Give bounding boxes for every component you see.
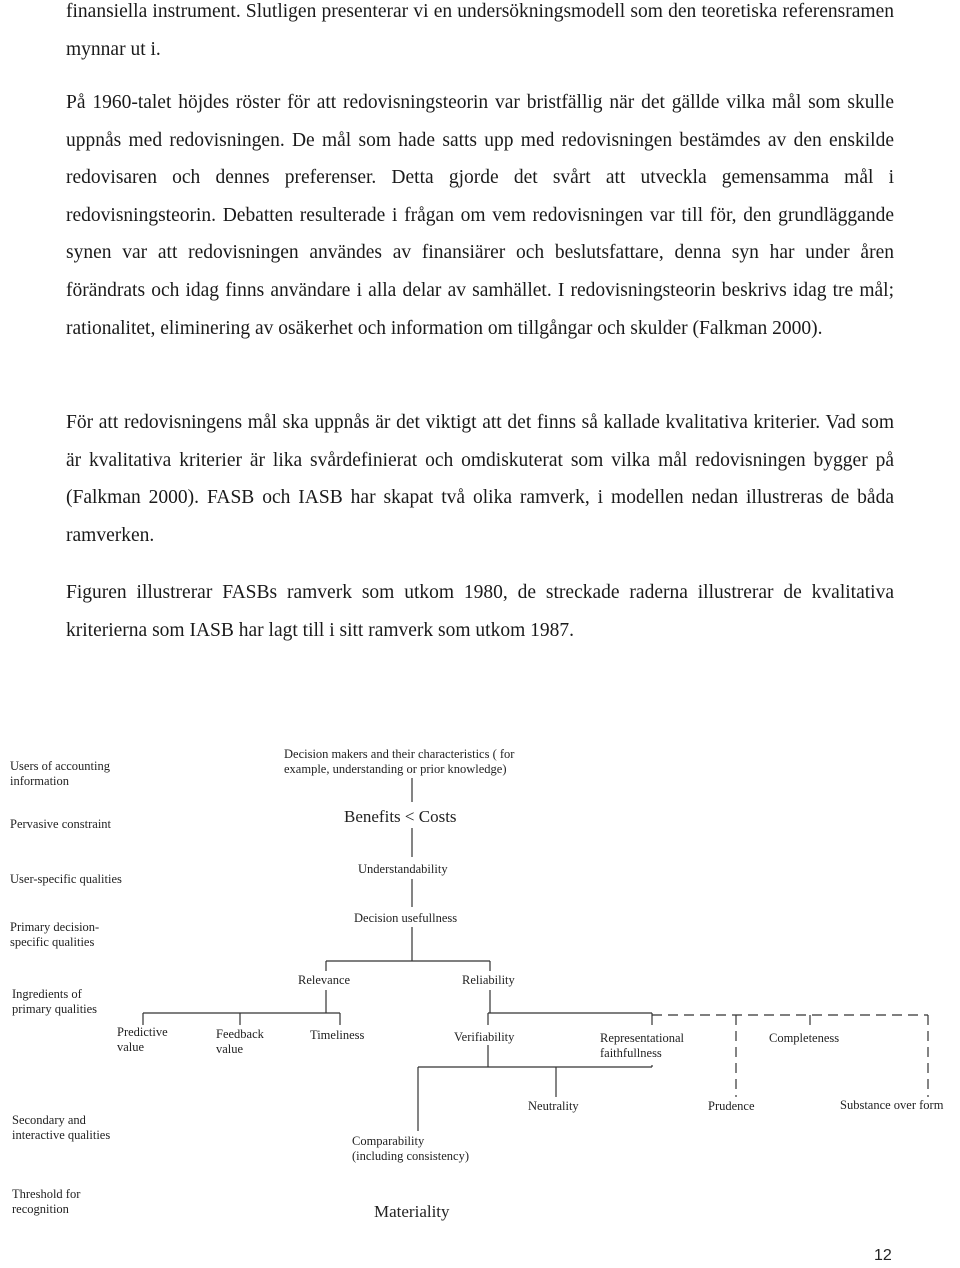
node-benefits-costs: Benefits < Costs — [344, 807, 457, 826]
label-threshold-line1: Threshold for — [12, 1187, 81, 1201]
node-reliability: Reliability — [462, 973, 515, 987]
label-secondary-line1: Secondary and — [12, 1113, 86, 1127]
label-primary-line2: specific qualities — [10, 935, 95, 949]
node-completeness: Completeness — [769, 1031, 840, 1045]
label-primary-line1: Primary decision- — [10, 920, 100, 934]
label-ingredients-line1: Ingredients of — [12, 987, 82, 1001]
node-feedback-line2: value — [216, 1042, 244, 1056]
label-secondary-line2: interactive qualities — [12, 1128, 111, 1142]
node-feedback-line1: Feedback — [216, 1027, 264, 1041]
label-users-line2: information — [10, 774, 70, 788]
node-predictive-line2: value — [117, 1040, 145, 1054]
node-verifiability: Verifiability — [454, 1030, 515, 1044]
node-decision-makers-line2: example, understanding or prior knowledge) — [284, 762, 507, 776]
paragraph-1: finansiella instrument. Slutligen presenterar vi en undersökningsmodell som den teoretiska referensramen mynnar ut i. — [66, 1, 894, 60]
node-materiality: Materiality — [374, 1202, 450, 1221]
node-substance-over-form: Substance over form — [840, 1098, 944, 1112]
node-prudence: Prudence — [708, 1099, 755, 1113]
node-comparability-line1: Comparability — [352, 1134, 425, 1148]
page-number: 12 — [874, 1247, 892, 1264]
diagram-connectors — [143, 778, 652, 1131]
node-decision-makers-line1: Decision makers and their characteristics ( for — [284, 747, 515, 761]
label-threshold-line2: recognition — [12, 1202, 69, 1216]
node-predictive-line1: Predictive — [117, 1025, 168, 1039]
paragraph-2: På 1960-talet höjdes röster för att redovisningsteorin var bristfällig när det gällde vilka mål som skulle uppnås med redovisningen. De mål som hade satts upp med redovisningen bestämdes av den enskilde redovisaren och dennes preferenser. Detta gjorde det svårt att utveckla gemensamma mål i redovisningsteorin. Debatten resulterade i frågan om vem redovisningen var till för, den grundläggande synen var att redovisningen användes av finansiärer och beslutsfattare, denna syn har under åren förändrats och idag finns användare i alla delar av samhället. I redovisningsteorin beskrivs idag tre mål; rationalitet, eliminering av osäkerhet och information om tillgångar och skulder (Falkman 2000). — [66, 92, 894, 339]
node-representational-line2: faithfullness — [600, 1046, 662, 1060]
paragraph-4: Figuren illustrerar FASBs ramverk som utkom 1980, de streckade raderna illustrerar de kvalitativa kriterierna som IASB har lagt till i sitt ramverk som utkom 1987. — [66, 582, 894, 641]
label-ingredients-line2: primary qualities — [12, 1002, 98, 1016]
node-timeliness: Timeliness — [310, 1028, 365, 1042]
label-users-line1: Users of accounting — [10, 759, 110, 773]
node-representational-line1: Representational — [600, 1031, 684, 1045]
paragraph-3: För att redovisningens mål ska uppnås är det viktigt att det finns så kallade kvalitativa kriterier. Vad som är kvalitativa kriterier är lika svårdefinierat och omdiskuterat som vilka mål redovisningen bygger på (Falkman 2000). FASB och IASB har skapat två olika ramverk, i modellen nedan illustreras de båda ramverken. — [66, 412, 894, 546]
node-comparability-line2: (including consistency) — [352, 1149, 469, 1163]
label-pervasive-constraint: Pervasive constraint — [10, 817, 112, 831]
qualitative-characteristics-diagram — [0, 735, 960, 1235]
node-understandability: Understandability — [358, 862, 448, 876]
label-user-specific-qualities: User-specific qualities — [10, 872, 122, 886]
node-relevance: Relevance — [298, 973, 351, 987]
diagram-dashed-connectors — [652, 1015, 928, 1097]
node-neutrality: Neutrality — [528, 1099, 579, 1113]
node-decision-usefulness: Decision usefullness — [354, 911, 458, 925]
